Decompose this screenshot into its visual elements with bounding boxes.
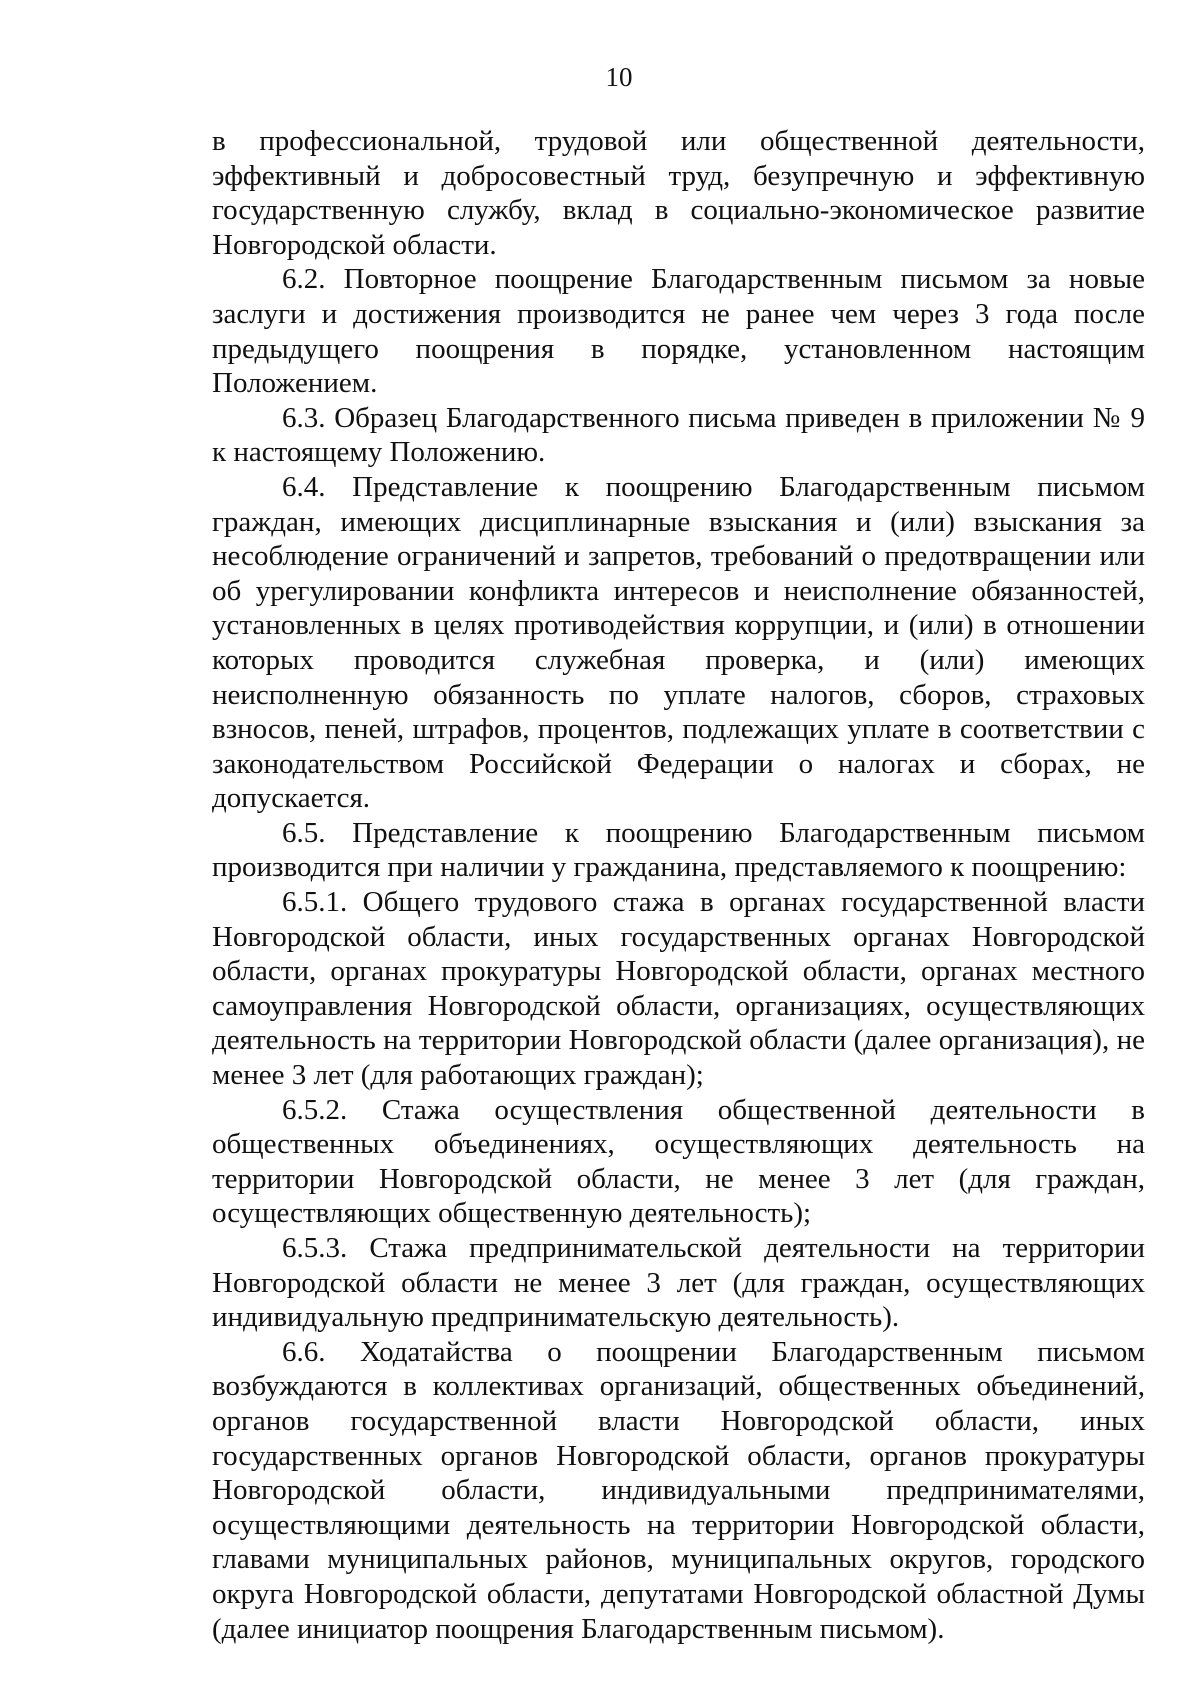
- page-number: 10: [605, 62, 633, 92]
- paragraph-6-2: 6.2. Повторное поощрение Благодарственным письмом за новые заслуги и достижения производится не ранее чем через 3 года после предыдущего поощрения в порядке, установленном настоящим Положением.: [212, 263, 1145, 400]
- paragraph-6-5-3: 6.5.3. Стажа предпринимательской деятельности на территории Новгородской области не менее 3 лет (для граждан, осуществляющих индивидуальную предпринимательскую деятельность).: [212, 1232, 1145, 1334]
- paragraph-continuation: в профессиональной, трудовой или общественной деятельности, эффективный и добросовестный труд, безупречную и эффективную государственную службу, вклад в социально-экономическое развитие Новгородской области.: [212, 125, 1145, 261]
- paragraph-6-5-1: 6.5.1. Общего трудового стажа в органах государственной власти Новгородской области, иных государственных органах Новгородской области, органах прокуратуры Новгородской области, органах местного самоуправления Новгородской области, организациях, осуществляющих деятельность на территории Новгородской области (далее организация), не менее 3 лет (для работающих граждан);: [212, 886, 1145, 1092]
- paragraph-6-5-2: 6.5.2. Стажа осуществления общественной деятельности в общественных объединениях, осуществляющих деятельность на территории Новгородской области, не менее 3 лет (для граждан, осуществляющих общественную деятельность);: [212, 1093, 1145, 1230]
- paragraph-6-3: 6.3. Образец Благодарственного письма приведен в приложении № 9 к настоящему Положению.: [212, 401, 1145, 469]
- paragraph-6-4: 6.4. Представление к поощрению Благодарственным письмом граждан, имеющих дисциплинарные взыскания и (или) взыскания за несоблюдение ограничений и запретов, требований о предотвращении или об урегулировании конфликта интересов и неисполнение обязанностей, установленных в целях противодействия коррупции, и (или) в отношении которых проводится служебная проверка, и (или) имеющих неисполненную обязанность по уплате налогов, сборов, страховых взносов, пеней, штрафов, процентов, подлежащих уплате в соответствии с законодательством Российской Федерации о налогах и сборах, не допускается.: [212, 470, 1145, 815]
- document-body: [212, 124, 1145, 1646]
- paragraph-6-5: 6.5. Представление к поощрению Благодарственным письмом производится при наличии у гражданина, представляемого к поощрению:: [212, 816, 1145, 884]
- paragraph-6-6: 6.6. Ходатайства о поощрении Благодарственным письмом возбуждаются в коллективах организаций, общественных объединений, органов государственной власти Новгородской области, иных государственных органов Новгородской области, органов прокуратуры Новгородской области, индивидуальными предпринимателями, осуществляющими деятельность на территории Новгородской области, главами муниципальных районов, муниципальных округов, городского округа Новгородской области, депутатами Новгородской областной Думы (далее инициатор поощрения Благодарственным письмом).: [212, 1335, 1145, 1645]
